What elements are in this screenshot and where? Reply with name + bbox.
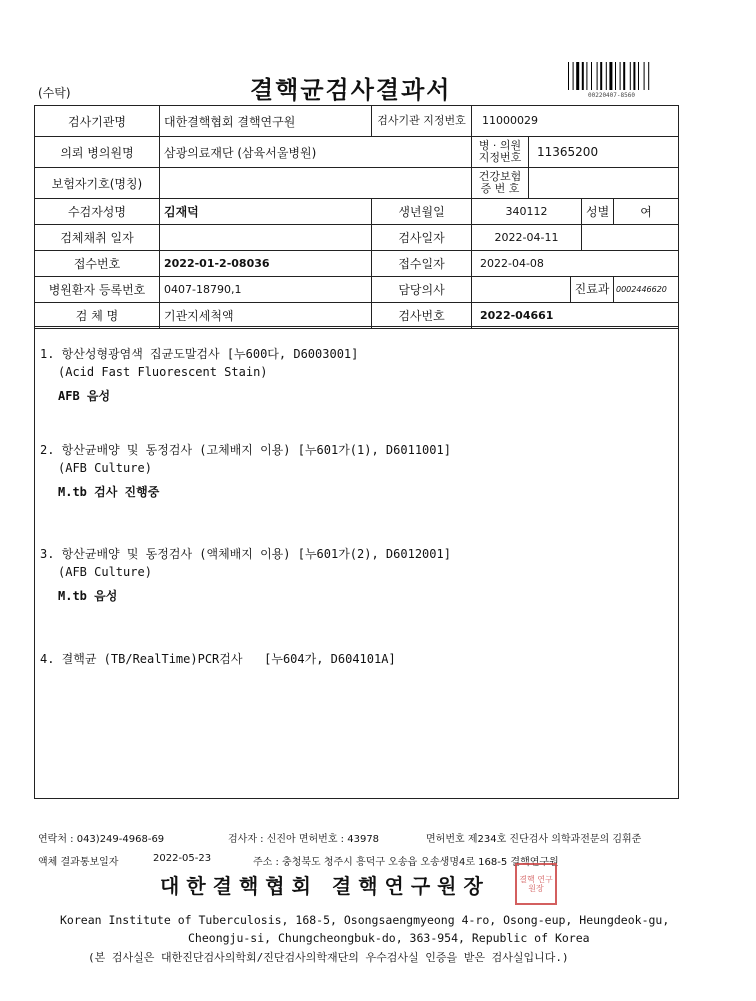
result-subtitle: (Acid Fast Fluorescent Stain) <box>58 365 268 379</box>
doctor-dept-cell <box>472 277 679 303</box>
value-sex: 여 <box>614 199 679 225</box>
table-row <box>35 106 679 137</box>
value-test-no: 2022-04661 <box>472 303 679 329</box>
insurance-cell <box>472 168 679 199</box>
english-address-line1: Korean Institute of Tuberculosis, 168-5, Osongsaengmyeong 4-ro, Osong-eup, Heungdeok-gu, <box>60 913 670 927</box>
label-patient-name: 수검자성명 <box>35 199 160 225</box>
doc-type-label: (수탁) <box>38 86 71 100</box>
certification-note: (본 검사실은 대한진단검사의학회/진단검사의학재단의 우수검사실 인증을 받은 검사실입니다.) <box>88 951 569 964</box>
org-signature: 대한결핵협회 결핵연구원장 <box>160 874 490 898</box>
result-value: M.tb 음성 <box>58 589 118 603</box>
report-date-label: 액체 결과통보일자 <box>38 857 119 868</box>
report-date: 2022-05-23 <box>153 853 212 864</box>
result-title: 2. 항산균배양 및 동정검사 (고체배지 이용) [누601가(1), D6011001] <box>40 443 451 457</box>
barcode-number: 00220407-8560 <box>588 92 635 99</box>
contact-info: 연락처 : 043)249-4968-69 <box>38 834 165 845</box>
label-hospital-name: 의뢰 병의원명 <box>35 137 160 168</box>
label-doctor: 담당의사 <box>372 277 472 303</box>
result-title: 1. 항산성형광염색 집균도말검사 [누600다, D6003001] <box>40 347 359 361</box>
value-lab-name: 대한결핵협회 결핵연구원 <box>160 106 372 137</box>
value-collection-date <box>160 225 372 251</box>
value-patient-name: 김재덕 <box>160 199 372 225</box>
result-title: 3. 항산균배양 및 동정검사 (액체배지 이용) [누601가(2), D6012001] <box>40 547 451 561</box>
value-lab-id: 11000029 <box>472 106 679 137</box>
value-hospital-name: 삼광의료재단 (삼육서울병원) <box>160 137 472 168</box>
label-lab-name: 검사기관명 <box>35 106 160 137</box>
table-row <box>35 277 679 303</box>
value-specimen: 기관지세척액 <box>160 303 372 329</box>
value-department: 0002446620 <box>616 285 667 294</box>
address-info: 주소 : 충청북도 청주시 흥덕구 오송읍 오송생명4로 168-5 결핵연구원 <box>253 857 559 868</box>
results-section <box>34 326 679 799</box>
empty-cell <box>582 225 679 251</box>
result-value: AFB 음성 <box>58 389 111 403</box>
result-title: 4. 결핵균 (TB/RealTime)PCR검사 [누604가, D604101A] <box>40 652 396 666</box>
label-collection-date: 검체채취 일자 <box>35 225 160 251</box>
specialist-info: 면허번호 제234호 진단검사 의학과전문의 김휘준 <box>426 834 642 845</box>
examiner-info: 검사자 : 신진아 면허번호 : 43978 <box>228 834 380 845</box>
value-hospital-id: 11365200 <box>537 145 599 159</box>
english-address-line2: Cheongju-si, Chungcheongbuk-do, 363-954, Republic of Korea <box>188 931 590 945</box>
value-birthdate: 340112 <box>472 199 582 225</box>
result-subtitle: (AFB Culture) <box>58 461 152 475</box>
result-subtitle: (AFB Culture) <box>58 565 152 579</box>
label-insurer: 보험자기호(명칭) <box>35 168 160 199</box>
value-test-date: 2022-04-11 <box>472 225 582 251</box>
result-item <box>40 650 396 668</box>
official-seal: 결핵 연구 원장 <box>515 863 557 905</box>
label-test-no: 검사번호 <box>372 303 472 329</box>
value-insurer <box>160 168 472 199</box>
label-birthdate: 생년월일 <box>372 199 472 225</box>
value-receipt-date: 2022-04-08 <box>472 251 679 277</box>
barcode-image <box>566 62 674 92</box>
patient-info-table <box>34 105 679 329</box>
label-receipt-date: 접수일자 <box>372 251 472 277</box>
result-item <box>40 345 358 405</box>
label-insurance-no: 건강보험 증 번 호 <box>472 168 529 198</box>
table-row <box>35 199 679 225</box>
result-item <box>40 441 451 501</box>
label-test-date: 검사일자 <box>372 225 472 251</box>
result-item <box>40 545 451 605</box>
table-row <box>35 168 679 199</box>
table-row <box>35 251 679 277</box>
label-hospital-id: 병 · 의원 지정번호 <box>472 137 529 167</box>
table-row <box>35 225 679 251</box>
table-row <box>35 303 679 329</box>
value-patient-reg-no: 0407-18790,1 <box>160 277 372 303</box>
label-receipt-no: 접수번호 <box>35 251 160 277</box>
table-row <box>35 137 679 168</box>
page-title: 결핵균검사결과서 <box>250 75 452 104</box>
label-patient-reg-no: 병원환자 등록번호 <box>35 277 160 303</box>
label-specimen: 검 체 명 <box>35 303 160 329</box>
value-receipt-no: 2022-01-2-08036 <box>160 251 372 277</box>
label-sex: 성별 <box>582 199 614 225</box>
result-value: M.tb 검사 진행중 <box>58 485 160 499</box>
label-lab-id: 검사기관 지정번호 <box>372 106 472 137</box>
hospital-id-cell <box>472 137 679 168</box>
value-doctor <box>472 277 571 302</box>
label-department: 진료과 <box>571 277 614 302</box>
